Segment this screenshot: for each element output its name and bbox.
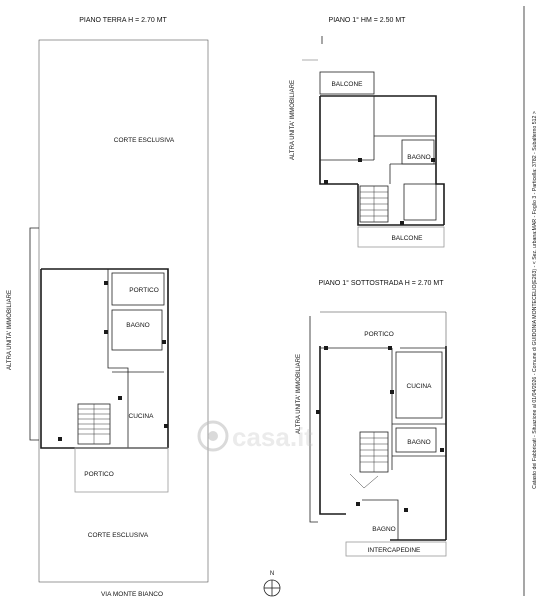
ground-cucina-label: CUCINA — [128, 413, 154, 420]
basement-floor-plan — [296, 279, 446, 556]
first-balcone-top-label: BALCONE — [331, 81, 363, 88]
first-bagno-label: BAGNO — [407, 154, 431, 161]
cadastral-side-text: Catasto dei Fabbricati - Situazione al 01/04/2026 - Comune di GUIDONIA MONTECELIO(E263) - < Sez. urbana:MAR - Foglio 3 - Particella: 3782 - Subalterno 512 > — [532, 111, 538, 489]
ground-court-boundary — [39, 40, 208, 582]
ground-neighbor-strip — [30, 228, 39, 440]
ground-floor-plan — [7, 17, 208, 598]
ground-corte-top-label: CORTE ESCLUSIVA — [113, 137, 175, 144]
ground-portico-lower-label: PORTICO — [84, 471, 114, 478]
north-label: N — [269, 571, 275, 577]
ground-lower-portico — [75, 448, 168, 492]
ground-building — [41, 269, 168, 448]
basement-neighbor-label: ALTRA UNITA' IMMOBILIARE — [296, 354, 302, 434]
first-floor-title: PIANO 1° HM = 2.50 MT — [328, 17, 406, 24]
watermark — [199, 422, 313, 452]
ground-corte-bottom-label: CORTE ESCLUSIVA — [87, 532, 149, 539]
basement-portico-label: PORTICO — [364, 331, 394, 338]
first-neighbor-label: ALTRA UNITA' IMMOBILIARE — [290, 80, 296, 160]
basement-intercapedine-label: INTERCAPEDINE — [367, 547, 421, 554]
first-balcone-bottom-label: BALCONE — [391, 235, 423, 242]
ground-portico-upper-label: PORTICO — [129, 287, 159, 294]
first-building — [320, 72, 444, 225]
ground-floor-title: PIANO TERRA H = 2.70 MT — [79, 17, 167, 24]
basement-bagno-low-label: BAGNO — [372, 526, 396, 533]
watermark-text: casa.it — [232, 422, 313, 452]
ground-bagno-label: BAGNO — [126, 322, 150, 329]
first-floor-plan — [290, 16, 444, 247]
basement-floor-title: PIANO 1° SOTTOSTRADA H = 2.70 MT — [318, 280, 444, 287]
basement-bagno-mid-label: BAGNO — [407, 439, 431, 446]
basement-cucina-label: CUCINA — [406, 383, 432, 390]
street-label: VIA MONTE BIANCO — [100, 591, 164, 598]
ground-neighbor-label: ALTRA UNITA' IMMOBILIARE — [7, 290, 13, 370]
north-arrow-icon — [264, 571, 280, 596]
